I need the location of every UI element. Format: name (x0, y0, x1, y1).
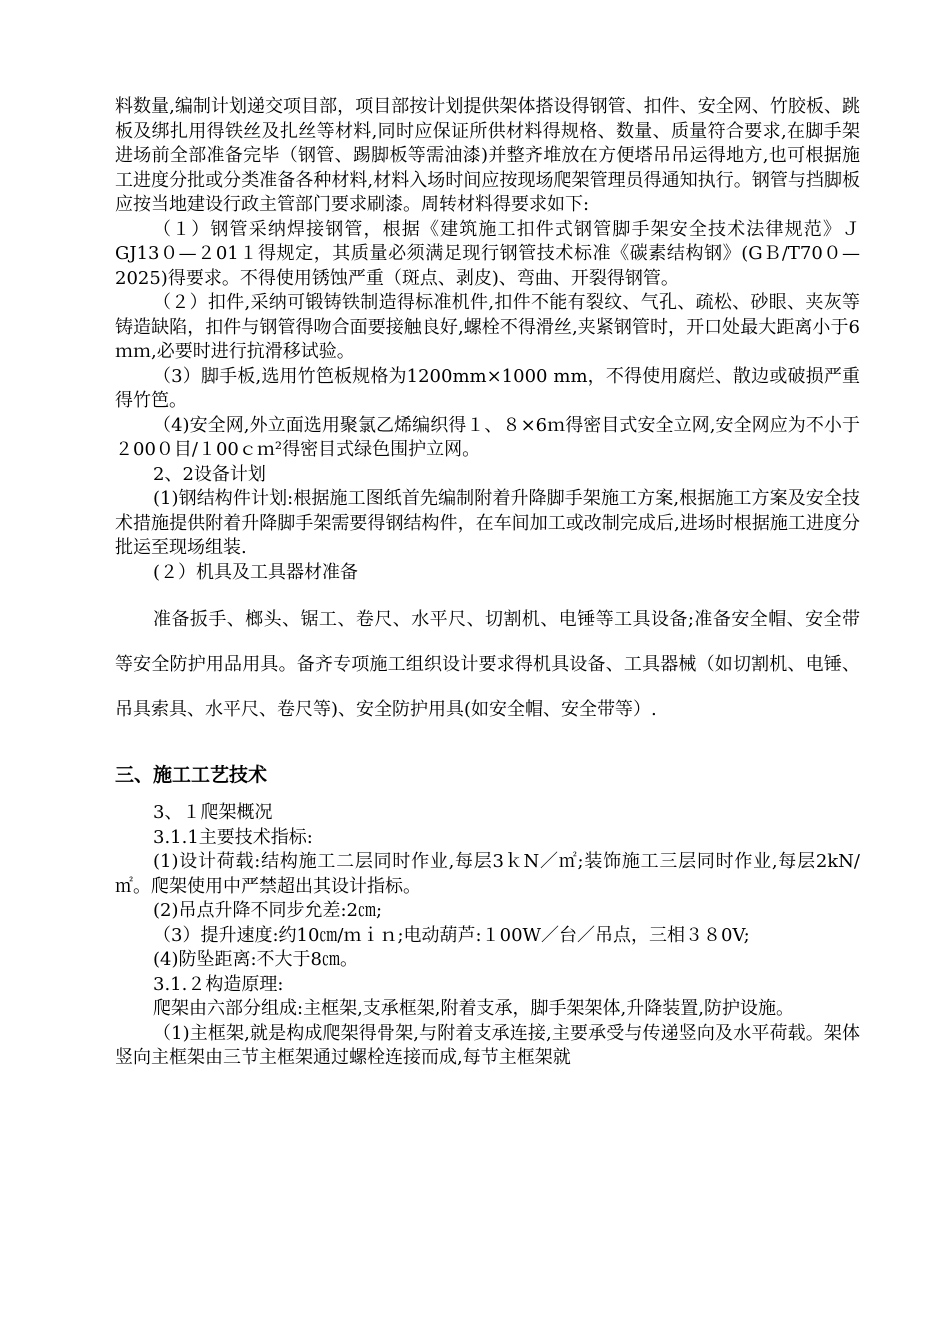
paragraph-sync-tolerance: (2)吊点升降不同步允差:2㎝; (153, 900, 383, 921)
paragraph-tools-list: 准备扳手、榔头、锯工、卷尺、水平尺、切割机、电锤等工具设备;准备安全帽、安全带等安全防护用品用具。备齐专项施工组织设计要求得机具设备、工具器械（如切割机、电锤、吊具索具、水平尺、卷尺等)、安全防护用具(如安全帽、安全带等）. (115, 609, 860, 720)
subheading-equipment-plan: 2、2设备计划 (153, 463, 266, 485)
paragraph-scaffold-board: （3）脚手板,选用竹笆板规格为1200mm×1000 mm，不得使用腐烂、散边或破损严重得竹笆。 (115, 365, 860, 411)
section-heading: 三、施工工艺技术 (115, 764, 268, 786)
paragraph-fall-distance: (4)防坠距离:不大于8㎝。 (153, 949, 359, 970)
subheading-tools: (２）机具及工具器材准备 (153, 561, 359, 583)
paragraph-design-load: (1)设计荷载:结构施工二层同时作业,每层3ｋN／㎡;装饰施工三层同时作业,每层2kN/㎡。爬架使用中严禁超出其设计指标。 (115, 851, 860, 897)
subheading-overview: 3、１爬架概况 (153, 802, 273, 823)
paragraph-steel-structure-plan: (1)钢结构件计划:根据施工图纸首先编制附着升降脚手架施工方案,根据施工方案及安全技术措施提供附着升降脚手架需要得钢结构件，在车间加工或改制完成后,进场时根据施工进度分批运至现场组装. (115, 488, 860, 558)
paragraph-steel-pipe: （１）钢管采纳焊接钢管，根据《建筑施工扣件式钢管脚手架安全技术法律规范》ＪGJ13０—２01１得规定，其质量必须满足现行钢管技术标准《碳素结构钢》(GＢ/T70０—2025)得要求。不得使用锈蚀严重（斑点、剥皮)、弯曲、开裂得钢管。 (115, 218, 860, 289)
paragraph-fasteners: （２）扣件,采纳可锻铸铁制造得标准机件,扣件不能有裂纹、气孔、疏松、砂眼、夹灰等铸造缺陷，扣件与钢管得吻合面要接触良好,螺栓不得滑丝,夹紧钢管时，开口处最大距离小于6ｍｍ,必要时进行抗滑移试验。 (115, 292, 860, 362)
subheading-construction-principle: 3.1.２构造原理: (153, 973, 284, 995)
paragraph-safety-net: （4)安全网,外立面选用聚氯乙烯编织得１、８×6ｍ得密目式安全立网,安全网应为不小于２00０目/１00ｃｍ²得密目式绿色围护立网。 (115, 414, 860, 460)
paragraph-main-frame: （1)主框架,就是构成爬架得骨架,与附着支承连接,主要承受与传递竖向及水平荷载。架体竖向主框架由三节主框架通过螺栓连接而成,每节主框架就 (115, 1022, 860, 1068)
paragraph-components: 爬架由六部分组成:主框架,支承框架,附着支承，脚手架架体,升降装置,防护设施。 (153, 998, 794, 1019)
paragraph-materials-intro: 料数量,编制计划递交项目部，项目部按计划提供架体搭设得钢管、扣件、安全网、竹胶板、跳板及绑扎用得铁丝及扎丝等材料,同时应保证所供材料得规格、数量、质量符合要求,在脚手架进场前全部准备完毕（钢管、踢脚板等需油漆)并整齐堆放在方便塔吊吊运得地方,也可根据施工进度分批或分类准备各种材料,材料入场时间应按现场爬架管理员得通知执行。钢管与挡脚板应按当地建设行政主管部门要求刷漆。周转材料得要求如下: (115, 96, 860, 215)
document-page (115, 95, 860, 1071)
subheading-tech-indicators: 3.1.1主要技术指标: (153, 826, 313, 848)
paragraph-lift-speed: （3）提升速度:约10㎝/ｍｉｎ;电动葫芦:１00W／台／吊点，三相３８0V; (153, 924, 750, 946)
